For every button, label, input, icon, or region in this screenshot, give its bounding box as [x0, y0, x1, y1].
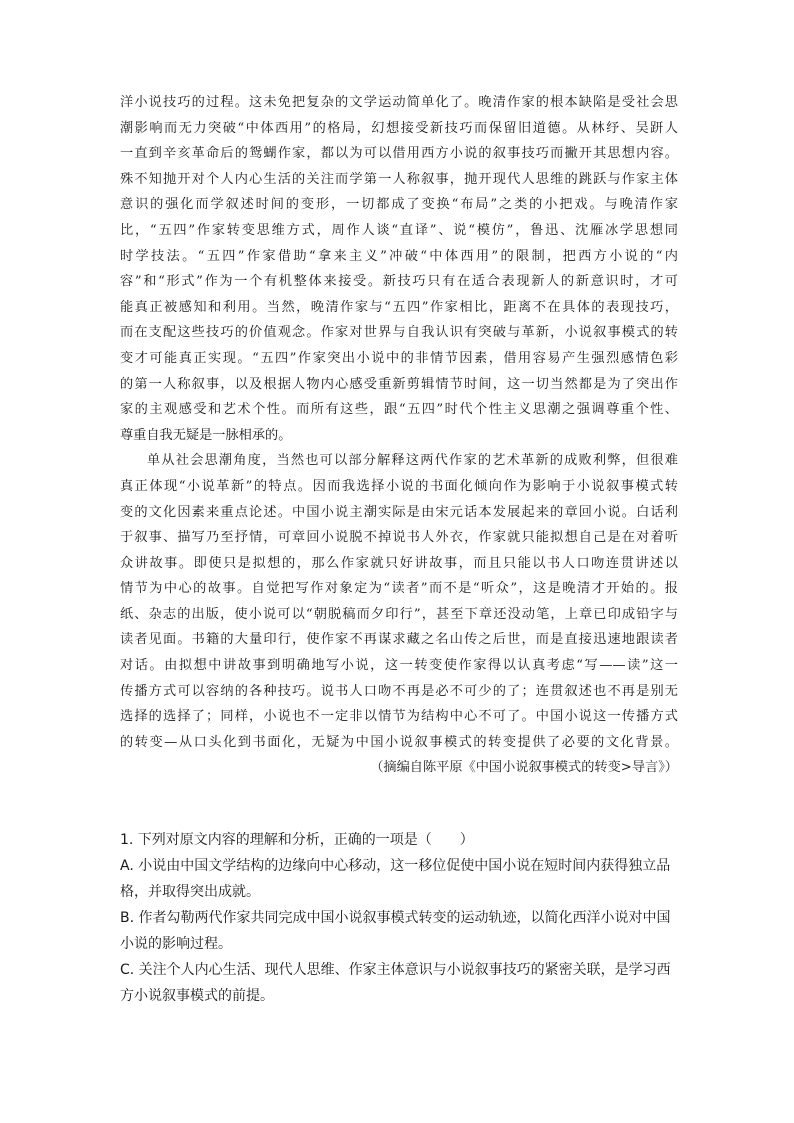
paragraph-line: 而在支配这些技巧的价值观念。作家对世界与自我认识有突破与革新，小说叙事模式的转: [120, 325, 678, 341]
paragraph-line: 时学技法。“五四”作家借助“拿来主义”冲破“中体西用”的限制，把西方小说的“内: [120, 248, 678, 264]
option-a: [120, 853, 678, 905]
paragraph-line: 对话。由拟想中讲故事到明确地写小说，这一转变使作家得以认真考虑“写——读”这一: [120, 658, 678, 674]
paragraph-1: [120, 90, 678, 448]
paragraph-line: 潮影响而无力突破“中体西用”的格局，幻想接受新技巧而保留旧道德。从林纾、吴趼人: [120, 120, 678, 136]
paragraph-line: 变才可能真正实现。“五四”作家突出小说中的非情节因素，借用容易产生强烈感情色彩: [120, 350, 678, 366]
paragraph-line: 情节为中心的故事。自觉把写作对象定为“读者”而不是“听众”，这是晚清才开始的。报: [120, 581, 678, 597]
paragraph-line: 意识的强化而学叙述时间的变形，一切都成了变换“布局”之类的小把戏。与晚清作家: [120, 197, 678, 213]
paragraph-line: 纸、杂志的出版，使小说可以“朝脱稿而夕印行”，甚至下章还没动笔，上章已印成铅字与: [120, 606, 678, 622]
paragraph-line: 的第一人称叙事，以及根据人物内心感受重新剪辑情节时间，这一切当然都是为了突出作: [120, 376, 678, 392]
paragraph-line: 众讲故事。即使只是拟想的，那么作家就只好讲故事，而且只能以书人口吻连贯讲述以: [120, 555, 678, 571]
source-citation: （摘编自陈平原《中国小说叙事模式的转变>导言》）: [370, 760, 678, 776]
paragraph-line: 传播方式可以容纳的各种技巧。说书人口吻不再是必不可少的了；连贯叙述也不再是别无: [120, 683, 678, 699]
option-line: 方小说叙事模式的前提。: [120, 988, 274, 1004]
paragraph-line: 单从社会思潮角度，当然也可以部分解释这两代作家的艺术革新的成败利弊，但很难: [147, 453, 678, 469]
paragraph-line: 能真正被感知和利用。当然，晚清作家与“五四”作家相比，距离不在具体的表现技巧，: [120, 299, 678, 315]
paragraph-line: 殊不知抛开对个人内心生活的关注而学第一人称叙事，抛开现代人思维的跳跃与作家主体: [120, 171, 678, 187]
paragraph-line: 尊重自我无疑是一脉相承的。: [120, 427, 292, 443]
question-1: [120, 827, 678, 1009]
paragraph-line: 的转变—从口头化到书面化，无疑为中国小说叙事模式的转变提供了必要的文化背景。: [120, 734, 678, 750]
paragraph-2: [120, 448, 678, 755]
paragraph-line: 洋小说技巧的过程。这未免把复杂的文学运动简单化了。晚清作家的根本缺陷是受社会思: [120, 95, 678, 110]
paragraph-line: 一直到辛亥革命后的鸳蝴作家，都以为可以借用西方小说的叙事技巧而撇开其思想内容。: [120, 146, 678, 162]
paragraph-line: 家的主观感受和艺术个性。而所有这些，跟“五四”时代个性主义思潮之强调尊重个性、: [120, 402, 678, 418]
option-line: C. 关注个人内心生活、现代人思维、作家主体意识与小说叙事技巧的紧密关联，是学习西: [120, 962, 671, 978]
paragraph-line: 读者见面。书籍的大量印行，使作家不再谋求藏之名山传之后世，而是直接迅速地跟读者: [120, 632, 678, 648]
question-stem: 1. 下列对原文内容的理解和分析，正确的一项是（ ）: [120, 832, 474, 848]
paragraph-line: 比，“五四”作家转变思维方式，周作人谈“直译”、说“模仿”，鲁迅、沈雁冰学思想同: [120, 222, 678, 238]
option-line: A. 小说由中国文学结构的边缘向中心移动，这一移位促使中国小说在短时间内获得独立品: [120, 858, 671, 874]
paragraph-line: 真正体现“小说革新”的特点。因而我选择小说的书面化倾向作为影响于小说叙事模式转: [120, 478, 678, 494]
option-c: [120, 957, 678, 1009]
option-line: B. 作者勾勒两代作家共同完成中国小说叙事模式转变的运动轨迹，以简化西洋小说对中国: [120, 910, 671, 926]
option-line: 格，并取得突出成就。: [120, 884, 260, 900]
passage: [120, 90, 678, 781]
paragraph-line: 变的文化因素来重点论述。中国小说主潮实际是由宋元话本发展起来的章回小说。白话利: [120, 504, 678, 520]
paragraph-line: 选择的选择了；同样，小说也不一定非以情节为结构中心不可了。中国小说这一传播方式: [120, 709, 678, 725]
option-b: [120, 905, 678, 957]
paragraph-line: 于叙事、描写乃至抒情，可章回小说脱不掉说书人外衣，作家就只能拟想自己是在对着听: [120, 530, 678, 546]
paragraph-line: 容”和“形式”作为一个有机整体来接受。新技巧只有在适合表现新人的新意识时，才可: [120, 274, 678, 290]
option-line: 小说的影响过程。: [120, 936, 232, 952]
